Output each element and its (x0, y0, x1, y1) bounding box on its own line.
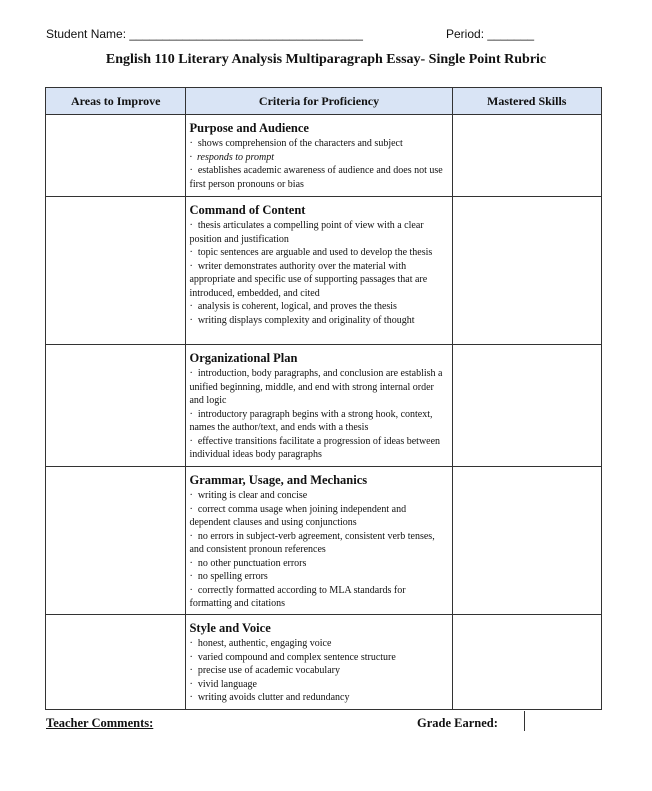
criteria-item: · topic sentences are arguable and used to develop the thesis (189, 246, 448, 260)
criteria-cell (186, 115, 452, 197)
period-field[interactable]: Period: _______ (446, 27, 535, 41)
header-criteria: Criteria for Proficiency (186, 88, 452, 115)
criteria-item: · establishes academic awareness of audience and does not use first person pronouns or bias (189, 164, 448, 191)
criteria-item: · vivid language (189, 678, 448, 692)
criteria-item: · writing is clear and concise (189, 489, 448, 503)
student-header (46, 27, 606, 41)
criteria-item: · correctly formatted according to MLA standards for formatting and citations (189, 584, 448, 611)
areas-to-improve-cell[interactable] (46, 115, 186, 197)
mastered-skills-cell[interactable] (452, 197, 601, 345)
criteria-item: · no spelling errors (189, 570, 448, 584)
header-areas-to-improve: Areas to Improve (46, 88, 186, 115)
criteria-item: · shows comprehension of the characters and subject (189, 137, 448, 151)
grade-divider (524, 711, 525, 731)
criteria-heading: Grammar, Usage, and Mechanics (189, 473, 368, 487)
criteria-item: · correct comma usage when joining independent and dependent clauses and using conjunctions (189, 503, 448, 530)
criteria-cell (186, 197, 452, 345)
mastered-skills-cell[interactable] (452, 345, 601, 467)
mastered-skills-cell[interactable] (452, 115, 601, 197)
criteria-heading: Purpose and Audience (189, 121, 309, 135)
criteria-heading: Style and Voice (189, 621, 271, 635)
table-header-row (46, 88, 602, 115)
criteria-item: · effective transitions facilitate a progression of ideas between individual ideas body paragraphs (189, 435, 448, 462)
criteria-item: · precise use of academic vocabulary (189, 664, 448, 678)
criteria-item: · writer demonstrates authority over the material with appropriate and specific use of supporting passages that are introduced, embedded, and cited (189, 260, 448, 301)
areas-to-improve-cell[interactable] (46, 467, 186, 615)
page-title: English 110 Literary Analysis Multiparagraph Essay- Single Point Rubric (105, 52, 547, 67)
criteria-item: · analysis is coherent, logical, and proves the thesis (189, 300, 448, 314)
criteria-item: · writing displays complexity and originality of thought (189, 314, 448, 328)
mastered-skills-cell[interactable] (452, 467, 601, 615)
rubric-table (45, 87, 602, 710)
areas-to-improve-cell[interactable] (46, 615, 186, 710)
criteria-item: · writing avoids clutter and redundancy (189, 691, 448, 705)
teacher-comments-label: Teacher Comments: (46, 716, 154, 730)
grade-earned-label: Grade Earned: (417, 716, 498, 730)
mastered-skills-cell[interactable] (452, 615, 601, 710)
table-row (46, 115, 602, 197)
criteria-cell (186, 345, 452, 467)
criteria-item: · responds to prompt (189, 151, 448, 165)
table-row (46, 615, 602, 710)
table-row (46, 467, 602, 615)
criteria-item: · honest, authentic, engaging voice (189, 637, 448, 651)
criteria-item: · thesis articulates a compelling point of view with a clear position and justification (189, 219, 448, 246)
student-name-field[interactable]: Student Name: ___________________________________ (46, 27, 363, 41)
criteria-heading: Organizational Plan (189, 351, 298, 365)
criteria-item: · introductory paragraph begins with a strong hook, context, names the author/text, and ends with a thesis (189, 408, 448, 435)
table-row (46, 197, 602, 345)
criteria-cell (186, 467, 452, 615)
criteria-item: · introduction, body paragraphs, and conclusion are establish a unified beginning, middle, and end with strong internal order and logic (189, 367, 448, 408)
areas-to-improve-cell[interactable] (46, 197, 186, 345)
table-row (46, 345, 602, 467)
header-mastered-skills: Mastered Skills (452, 88, 601, 115)
criteria-item: · varied compound and complex sentence structure (189, 651, 448, 665)
criteria-item: · no other punctuation errors (189, 557, 448, 571)
areas-to-improve-cell[interactable] (46, 345, 186, 467)
criteria-heading: Command of Content (189, 203, 306, 217)
criteria-item: · no errors in subject-verb agreement, consistent verb tenses, and consistent pronoun references (189, 530, 448, 557)
criteria-cell (186, 615, 452, 710)
